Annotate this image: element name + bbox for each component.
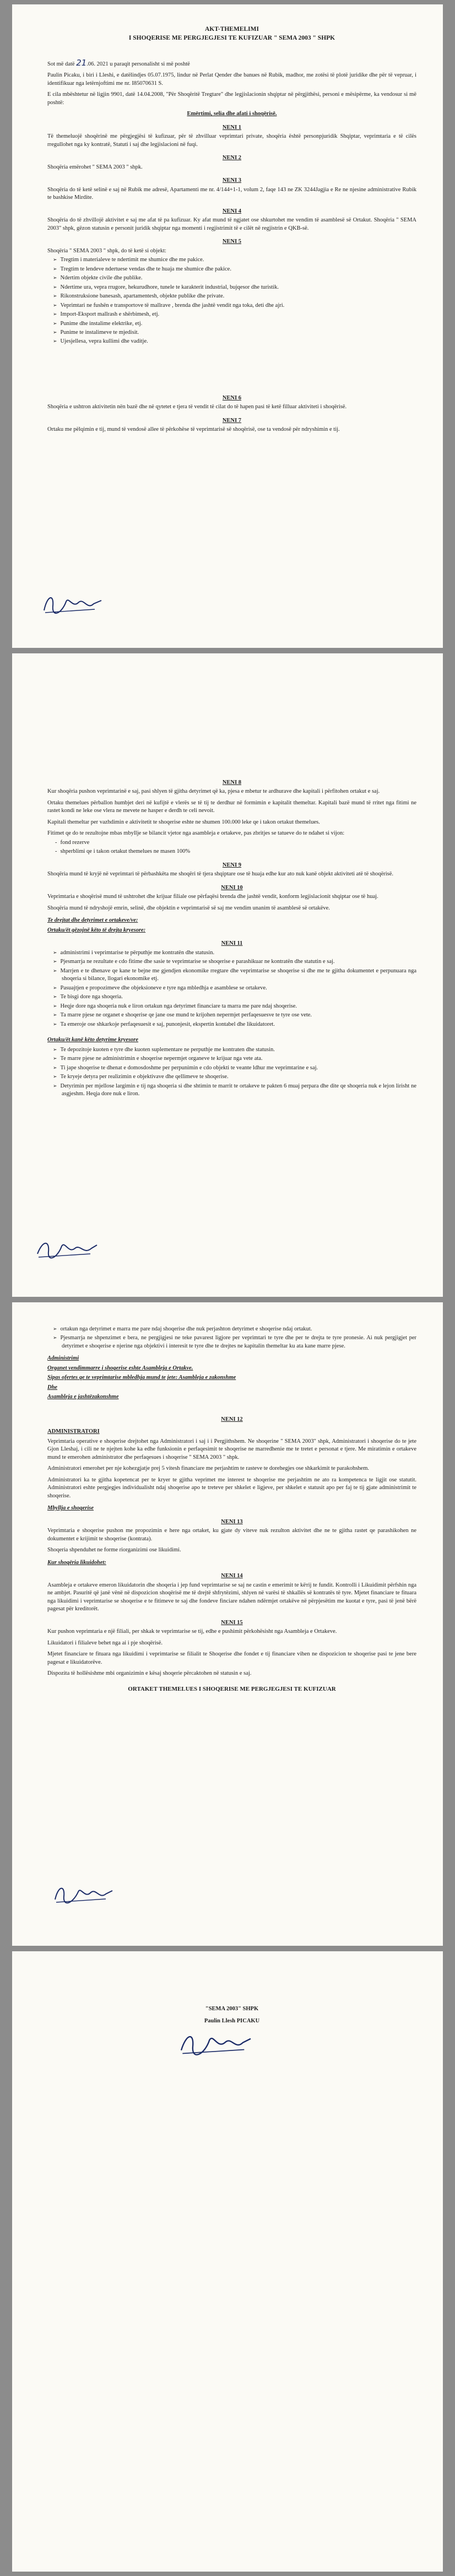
article-9-text: Shoqëria mund të kryjë në veprimtari të përbashkëta me shoqëri të tjera shqiptare ose të huaja edhe kur ato nuk kanë objekt aktiviteti atë të shoqërisë. xyxy=(47,871,394,878)
article-13-title: NENI 13 xyxy=(221,1518,243,1525)
objects-list xyxy=(62,256,416,346)
company-name: "SEMA 2003" SHPK xyxy=(205,2006,259,2012)
closure-heading: Mbyllja e shoqerise xyxy=(47,1505,94,1512)
list-item: ➢ Ujesjellesa, vepra kullimi dhe vaditje. xyxy=(62,338,416,345)
list-item: ➢ Te marre pjese ne administrimin e shoqerise nepermjet organeve te krijuar nga vete ata. xyxy=(62,1055,416,1063)
document-title: AKT-THEMELIMI xyxy=(205,26,259,33)
list-item: ➢ Tregtim i materialeve te ndertimit me shumice dhe me pakice. xyxy=(62,256,416,264)
document-page-2 xyxy=(12,653,443,1297)
article-15-text-2: Likuidatori i filialeve behet nga ai i pje shoqërisë. xyxy=(47,1639,163,1646)
duties-heading: Ortaku/ët kanë këto detyrime kryesore xyxy=(47,1037,139,1043)
article-12-text-2: Administratori emerohet per nje kohezgjatje prej 5 vitesh financiare me perjashtim te rasteve te dorehegjes ose shkarkimit te parakohshem. xyxy=(47,1465,370,1472)
article-6-title: NENI 6 xyxy=(222,394,242,401)
list-item: ➢ Rikonstruksione banesash, apartamentesh, objekte publike dhe private. xyxy=(62,293,416,300)
date-suffix: .06. 2021 u paraqit personalisht si më poshtë xyxy=(86,61,190,67)
list-item: ➢ Pjesmarrja ne rezultate e cdo fitime dhe sasie te veprimtarise se shoqerise e parashikuar ne kontratën dhe statutin e saj. xyxy=(62,958,416,966)
document-page-3 xyxy=(12,1302,443,1946)
article-12-text-3: Administratori ka te gjitha kopetencat per te kryer te gjitha veprimet me interest te shoqerise me perjashtim ne ato ra kompetenca te ligjit ose statutit. Administratori eshte pergjegjes individualisht ndaj shoqerise apo te treteve per shkelet e ligjeve, per shkelet e statusit apo per faj te tij gjate administrimit te shoqerise. xyxy=(47,1476,416,1499)
duties-continued-list xyxy=(62,1325,416,1350)
list-item: ➢ Ti jape shoqerise te dhenat e domosdoshme per perpunimin e cdo objekti te veante ldhur me veprimtarine e saj. xyxy=(62,1064,416,1072)
list-item: ➢ Heqje dore nga shoqeria nuk e liron ortakun nga detyrimet financiare ta marra me pare ndaj shoqerise. xyxy=(62,1003,416,1010)
document-page-4 xyxy=(12,1951,443,2572)
list-item: ➢ Marrjen e te dhenave qe kane te bejne me gjendjen ekonomike rregtare dhe veprimtarise se shoqerise si dhe me te gjitha dokumentet e perpunuara nga shoqeria si bilance, llogari ekonomike etj. xyxy=(62,967,416,983)
decision-heading: Emërtimi, selia dhe afati i shoqërisë. xyxy=(187,111,277,117)
list-item: ➢ Pasuajtjen e propozimeve dhe objeksioneve e tyre nga mbledhja e asamblese se ortakeve. xyxy=(62,984,416,992)
list-item: ➢ ortakun nga detyrimet e marra me pare ndaj shoqerise dhe nuk perjashton detyrimet e shoqerise ndaj ortakut. xyxy=(62,1325,416,1333)
signature-image xyxy=(34,1237,100,1262)
article-3-text: Shoqëria do të ketë selinë e saj në Rubik me adresë, Apartamenti me nr. 4/144+1-1, volum 2, faqe 143 ne ZK 3244Jagjia e Re ne njesine administrative Rubik te bashkise Mirdite. xyxy=(47,186,416,201)
date-line xyxy=(47,57,416,69)
article-3-title: NENI 3 xyxy=(222,177,242,184)
list-item: ➢ Ta marre pjese ne organet e shoqerise qe jane ose mund te krijohen nepermjet perfaqesuesve te tyre ose vete. xyxy=(62,1011,416,1019)
article-7-text: Ortaku me pëlqimin e tij, mund të vendosë allee të përkohëse të veprimtarisë së shoqërisë, ose ta vendosë për ndryshimin e tij. xyxy=(47,426,340,433)
article-10-text-1: Veprimtaria e shoqërisë mund të ushtrohet dhe krijuar filiale ose përfaqësi brenda dhe jashtë vendit, konform legjislacionit shqiptar ose të huaj. xyxy=(47,894,378,900)
profit-list xyxy=(62,839,416,856)
extraordinary-assembly: Asambleja e jashtëzakonshme xyxy=(47,1394,119,1400)
signature-image xyxy=(51,1882,117,1906)
article-15-title: NENI 15 xyxy=(221,1619,243,1626)
article-8-text-2: Ortaku themelues përballon humbjet deri në kufijtë e vlerës se të tij te derdhur në formimin e kapitalit themeltar. Kapitali bazë mund të rritet nga fitimi ne rastet kondi ne leke ose vlera ne mevete ne hasper e derdh te celi nevoit. xyxy=(47,799,416,814)
article-1-text: Të themeluojë shoqërinë me përgjegjësi të kufizuar, për të zhvilluar veprimtari private, shoqëria është personpjuridik Shqiptar, veprimtaria e të cilës rregullohet nga ky kontratë, Statuti i saj dhe legjislacioni në fuqi. xyxy=(47,133,416,148)
article-10-title: NENI 10 xyxy=(221,884,243,891)
article-15-text-3: Mjetet financiare te fituara nga likuidimi i veprimtarise se filialit te Shoqerise dhe fondet e tij financiare vihen ne dispozicion te shoqerise pasi te jene bere pagesat e likuidatorëve. xyxy=(47,1651,416,1665)
article-12-title: NENI 12 xyxy=(221,1416,243,1422)
article-10-text-2: Shoqëria mund të ndryshojë emrin, selinë, dhe objektin e veprimtarisë së saj me vendim unanim të asamblesë së ortakëve. xyxy=(47,905,330,911)
list-item: ➢ Import-Eksport mallrash e shërbimesh, etj. xyxy=(62,311,416,318)
article-8-text-3: Kapitali themeltar per vazhdimin e aktivitetit te shoqerise eshte ne shumen 100.000 leke qe i takon ortakut themelues. xyxy=(47,819,320,825)
founder-rights-heading: Ortaku/ët gëzojnë këto të drejta kryesore: xyxy=(47,927,146,933)
rights-heading: Te drejtat dhe detyrimet e ortakeve/ve: xyxy=(47,917,138,924)
list-item: ➢ Te depozitoje kuoten e tyre dhe kuoten suplementare ne perputhje me kontraten dhe statusin. xyxy=(62,1046,416,1054)
company-signature-block xyxy=(47,2005,416,2026)
article-12-text-1: Veprimtaria operative e shoqerise drejtohet nga Administratori i saj i i Pergjithshem. Ne shoqerine " SEMA 2003" shpk, Administratori i shoqerise do te jete Gjon Lleshaj, i cili ne te njejten kohe ka edhe funksionin e perfaqesimit te shoqerise ne marredhenie me te tretet e personat e tjere. Me miratimin e ortakeve mund te emerohen administrator dhe perfaqesues i shoqerise " SEMA 2003 " shpk. xyxy=(47,1438,416,1460)
list-item: ➢ Te kryeje detyra per realizimin e objektivave dhe qellimeve te shoqerise. xyxy=(62,1073,416,1081)
article-2-title: NENI 2 xyxy=(222,155,242,161)
article-9-title: NENI 9 xyxy=(222,862,242,868)
article-4-title: NENI 4 xyxy=(222,208,242,214)
and-label: Dhe xyxy=(47,1384,58,1390)
admin-heading: Administrimi xyxy=(47,1355,79,1362)
list-item: ➢ Veprimtari ne fushën e transportove të mallrave , brenda dhe jashtë vendit nga toka, deti dhe ajri. xyxy=(62,302,416,310)
list-item: ➢ Ta emeroje ose shkarkoje perfaqesuesit e saj, punonjesit, ekspertin kontabel dhe likuidatoret. xyxy=(62,1021,416,1029)
list-item: ➢ administrimi i veprimtarise te përputhje me kontratën dhe statusin. xyxy=(62,949,416,957)
signature-image xyxy=(40,592,106,616)
article-8-text-4: Fitimet qe do te rezultojne mbas mbyllje se bilancit vjetor nga asambleja e ortakeve, pas zbritjes se tatueve do te ndahet si vijon: xyxy=(47,830,345,837)
signer-name: Paulin Llesh PICAKU xyxy=(204,2018,260,2025)
article-5-intro: Shoqëria " SEMA 2003 " shpk, do të ketë si objekt: xyxy=(47,247,166,254)
article-11-title: NENI 11 xyxy=(221,940,243,947)
article-2-text: Shoqëria emërohet " SEMA 2003 " shpk. xyxy=(47,164,143,170)
law-paragraph: E cila mbështetur në ligjin 9901, datë 14.04.2008, "Për Shoqëritë Tregtare" dhe legjislacionin shqiptar në përgjithësi, personi e mësipërme, ka vendosur si më poshtë: xyxy=(47,91,416,106)
article-15-text-1: Kur pushon veprimtaria e një filiali, per shkak te veprimtarise se tij, edhe e pushimit përkohësisht nga Asambleja e Ortakeve. xyxy=(47,1628,337,1635)
article-13-text-2: Shoqeria shpenduhet ne forme riorganizimi ose likuidimi. xyxy=(47,1547,181,1554)
organs-heading: Organet vendimmarre i shoqerise eshte Asambleja e Ortakve. xyxy=(47,1365,193,1371)
article-8-text-1: Kur shoqëria pushon veprimtarinë e saj, pasi shlyen të gjitha detyrimet që ka, pjesa e mbetur te ardhurave dhe kapitali i përfitohen ortakut e saj. xyxy=(47,788,380,795)
list-item: - fond rezerve xyxy=(62,839,416,847)
document-page-1 xyxy=(12,4,443,648)
article-4-text: Shoqëria do të zhvillojë aktivitet e saj me afat të pa kufizuar. Ky afat mund të ngjatet ose shkurtohet me vendim të asamblesë së Ortakut. Shoqëria " SEMA 2003" shpk, gëzon statusin e personit juridik shqiptar nga momenti i regjistrimit të e cilët në regjistrin e QKB-së. xyxy=(47,217,416,231)
date-prefix: Sot më datë xyxy=(47,61,75,67)
list-item: ➢ Ndertime ura, vepra rrugore, hekurudhore, tunele te karakterit industrial, bujqesor dhe turistik. xyxy=(62,284,416,291)
administrator-heading: ADMINISTRATORI xyxy=(47,1428,100,1435)
list-item: - shperblimi qe i takon ortakut themelues ne masen 100% xyxy=(62,848,416,856)
appoint-heading: Sipas ofertes qe te veprimtarise mbledhja mund te jete: Asambleja e zakonshme xyxy=(47,1374,236,1381)
article-13-text-1: Veprimtaria e shoqerise pushon me propozimin e here nga ortaket, ku gjate dy viteve nuk rezulton aktivitet dhe ne te gjitha rastet qe parashikohen ne dokumentet e krijimit te shoqerise (kontrata). xyxy=(47,1528,416,1542)
founders-line: ORTAKET THEMELUES I SHOQERISE ME PERGJEGJESI TE KUFIZUAR xyxy=(128,1686,336,1693)
article-14-title: NENI 14 xyxy=(221,1573,243,1579)
list-item: ➢ Punime te instalimeve te mjedisit. xyxy=(62,329,416,337)
list-item: ➢ Punime dhe instalime elektrike, etj. xyxy=(62,320,416,328)
article-7-title: NENI 7 xyxy=(222,417,242,424)
list-item: ➢ Detyrimin per mjellose largimin e tij nga shoqeria si dhe shtimin te marrit te ortakeve te pakten 6 muaj perpara dhe dite qe shoqeria nuk e lejon lirisht ne asgjeshm. Heqja dore nuk e liron. xyxy=(62,1083,416,1098)
document-subtitle: I SHOQERISE ME PERGJEGJESI TE KUFIZUAR " SEMA 2003 " SHPK xyxy=(128,34,335,41)
handwritten-date: 21 xyxy=(76,57,87,68)
article-14-text-1: Asambleja e ortakeve emeron likuidatorin dhe shoqeria i jep fund veprimtarise se saj ne castin e emerimit te kётij te fundit. Kontrolli i Likuidimit përfshin nga ne ambjet. Pasuritë që janë vënë në dispozicion shoqërisë me të drejtë shfrytëzimi, shlyen në varësi të shkallës së kontratës të tyre. Mjetet financiare te fituara nga likuidimi i veprimtarise se shoqerise e te fitimeve te saj dhe fondeve finciare ndahen ndërmjet ortakëve në përpjesëtim me kuotat e tyre, pasi të jenë bërë pagesat për kreditorët. xyxy=(47,1582,416,1612)
list-item: ➢ Pjesmarrja ne shpenzimet e bera, ne pergjigjesi ne teke pavarest ligjore per veprimtari te tyre dhe per te drejta te tyre pronesie. Ai nuk pergjigjet per detyrimet e shoqerise e njerine nga objektivi i interesit te tyre dhe te drejtes ne kapitalin themeltar ku ata kane marre pjese. xyxy=(62,1334,416,1350)
rights-list xyxy=(62,949,416,1029)
article-5-title: NENI 5 xyxy=(222,239,242,245)
article-15-text-4: Dispozita të hollësishme mbi organizimin e kësaj shoqerie përcaktohen në statusin e saj. xyxy=(47,1670,252,1676)
article-8-title: NENI 8 xyxy=(222,780,242,786)
article-6-text: Shoqëria e ushtron aktivitetin nën bazë dhe në qytetet e tjera të vendit të cilat do të hapen pasi të ketë filluar aktiviteti i shoqërisë. xyxy=(47,404,347,410)
signature-image xyxy=(177,2030,254,2058)
founder-paragraph: Paulin Picaku, i biri i Lleshi, e datëlindjes 05.07.1975, lindur në Perlat Qender dhe banues në Rubik, madhor, me zotësi të plotë juridike dhe për të vepruar, i identifikuar nga letërnjoftimi me nr. I85070631 S. xyxy=(47,72,416,86)
list-item: ➢ Ndertim objekte civile dhe publike. xyxy=(62,274,416,282)
liquidation-heading: Kur shoqëria likuidohet: xyxy=(47,1559,106,1566)
article-1-title: NENI 1 xyxy=(222,124,242,131)
duties-list xyxy=(62,1046,416,1098)
list-item: ➢ Te bisgi dore nga shoqeria. xyxy=(62,993,416,1001)
list-item: ➢ Tregtim te lendeve ndertuese vendas dhe te huaja me shumice dhe pakice. xyxy=(62,266,416,273)
